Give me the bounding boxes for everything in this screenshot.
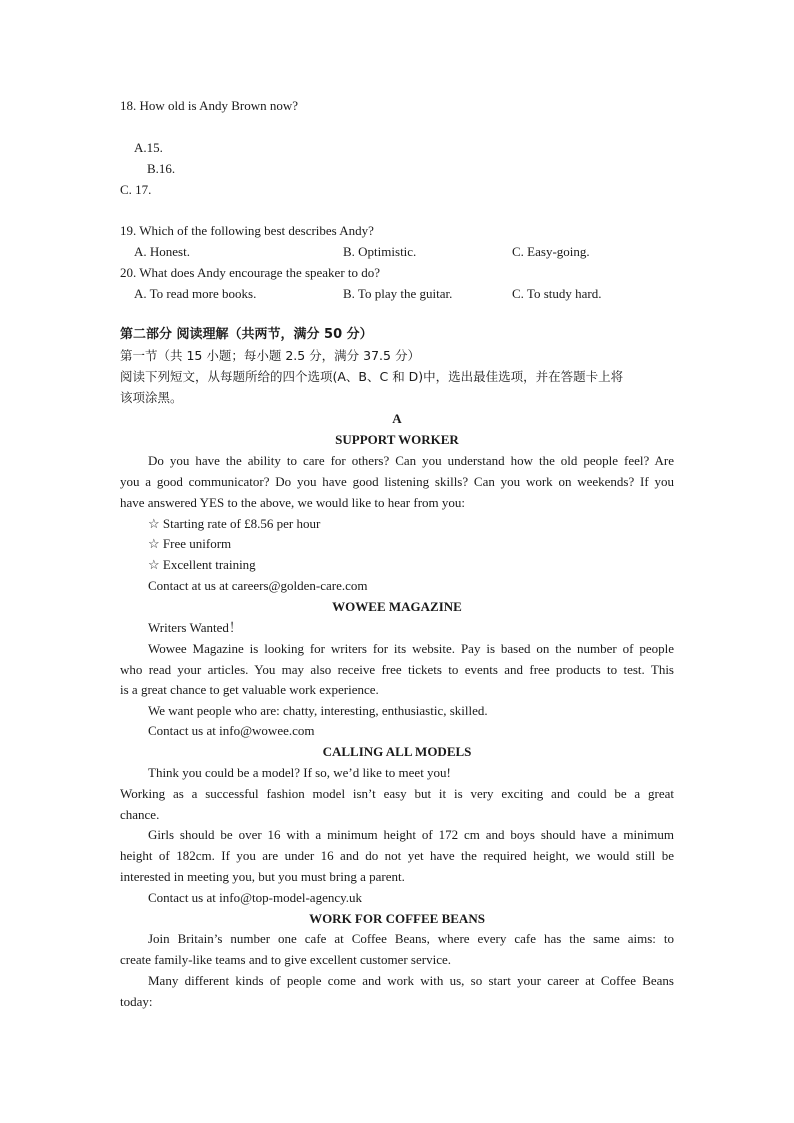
ad2-subtitle: Writers Wanted！ <box>148 620 242 635</box>
q18-option-b: B.16. <box>147 161 176 176</box>
section1-title: 第一节（共 15 小题；每小题 2.5 分，满分 37.5 分） <box>120 348 420 363</box>
ad2-paragraph-line-3: is a great chance to get valuable work experience. <box>120 682 379 697</box>
ad1-contact: Contact at us at careers@golden-care.com <box>148 578 368 593</box>
q19-option-a: A. Honest. <box>134 244 190 259</box>
ad2-contact: Contact us at info@wowee.com <box>148 723 315 738</box>
passage-letter: A <box>392 411 402 426</box>
ad3-contact: Contact us at info@top-model-agency.uk <box>148 890 363 905</box>
ad1-paragraph-line-1: Do you have the ability to care for others? Can you understand how the old people feel? Are <box>148 453 674 468</box>
ad1-bullet-training: ☆ Excellent training <box>148 557 256 572</box>
ad3-paragraph-line-3: Girls should be over 16 with a minimum height of 172 cm and boys should have a minimum <box>148 827 674 842</box>
ad3-paragraph-line-4: height of 182cm. If you are under 16 and do not yet have the required height, we would still be <box>120 848 674 863</box>
ad3-title: CALLING ALL MODELS <box>322 744 472 759</box>
q20-stem: 20. What does Andy encourage the speaker to do? <box>120 265 381 280</box>
ad3-intro: Think you could be a model? If so, we’d like to meet you! <box>148 765 451 780</box>
ad2-title: WOWEE MAGAZINE <box>332 599 462 614</box>
ad3-paragraph-line-5: interested in meeting you, but you must bring a parent. <box>120 869 405 884</box>
ad2-paragraph-line-1: Wowee Magazine is looking for writers for its website. Pay is based on the number of people <box>148 641 674 656</box>
q20-option-b: B. To play the guitar. <box>343 286 453 301</box>
ad3-paragraph-line-2: chance. <box>120 807 160 822</box>
ad3-paragraph-line-1: Working as a successful fashion model isn’t easy but it is very exciting and could be a great <box>120 786 674 801</box>
ad1-paragraph-line-3: have answered YES to the above, we would like to hear from you: <box>120 495 466 510</box>
ad4-paragraph-line-4: today: <box>120 994 153 1009</box>
ad4-title: WORK FOR COFFEE BEANS <box>309 911 485 926</box>
part2-title: 第二部分 阅读理解（共两节，满分 50 分） <box>120 327 373 342</box>
q18-stem: 18. How old is Andy Brown now? <box>120 98 299 113</box>
ad4-paragraph-line-1: Join Britain’s number one cafe at Coffee Beans, where every cafe has the same aims: to <box>148 931 674 946</box>
ad1-bullet-uniform: ☆ Free uniform <box>148 536 232 551</box>
ad4-paragraph-line-2: create family-like teams and to give excellent customer service. <box>120 952 451 967</box>
q19-stem: 19. Which of the following best describes Andy? <box>120 223 374 238</box>
q18-option-c: C. 17. <box>120 182 152 197</box>
ad4-paragraph-line-3: Many different kinds of people come and work with us, so start your career at Coffee Beans <box>148 973 674 988</box>
ad2-requirements: We want people who are: chatty, interesting, enthusiastic, skilled. <box>148 703 488 718</box>
q19-option-c: C. Easy-going. <box>512 244 590 259</box>
ad1-title: SUPPORT WORKER <box>335 432 459 447</box>
q20-option-a: A. To read more books. <box>134 286 257 301</box>
q20-option-c: C. To study hard. <box>512 286 602 301</box>
q19-option-b: B. Optimistic. <box>343 244 417 259</box>
q18-option-a: A.15. <box>134 140 163 155</box>
instructions-line-2: 该项涂黑。 <box>120 390 183 405</box>
ad2-paragraph-line-2: who read your articles. You may also receive free tickets to events and free products to test. This <box>120 662 674 677</box>
instructions-line-1: 阅读下列短文，从每题所给的四个选项(A、B、C 和 D)中，选出最佳选项，并在答题卡上将 <box>120 369 624 384</box>
ad1-bullet-rate: ☆ Starting rate of £8.56 per hour <box>148 516 321 531</box>
ad1-paragraph-line-2: you a good communicator? Do you have good listening skills? Can you work on weekends? If you <box>120 474 674 489</box>
